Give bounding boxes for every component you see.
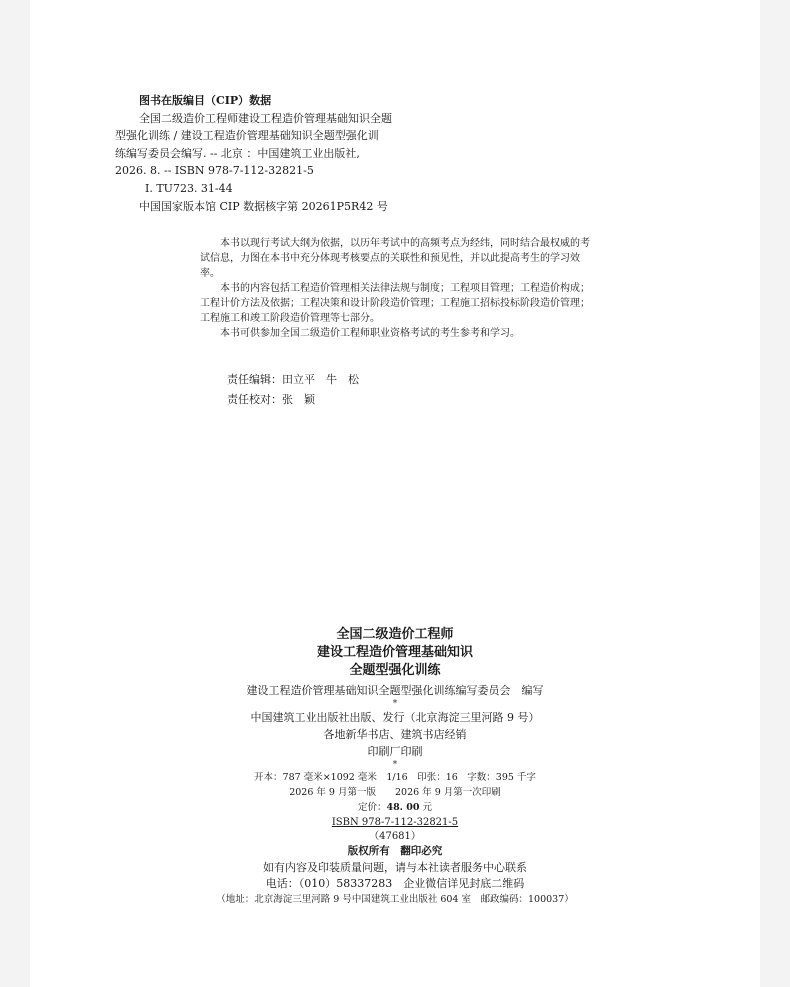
isbn-number: ISBN 978-7-112-32821-5 — [331, 817, 459, 828]
cip-line: 练编写委员会编写. -- 北京 ：中国建筑工业出版社, — [115, 146, 360, 160]
price-label: 定价： — [357, 802, 387, 813]
summary-paragraph: 本书可供参加全国二级造价工程师职业资格考试的考生参考和学习。 — [220, 328, 520, 339]
separator-star: * — [392, 760, 398, 770]
summary-paragraph: 本书以现行考试大纲为依据，以历年考试中的高频考点为经纬，同时结合最权威的考试信息，力图在本书中充分体现考核要点的关联性和预见性，并以此提高考生的学习效率。 — [200, 238, 590, 279]
cip-block — [115, 92, 392, 215]
cip-line: 中国国家版本馆 CIP 数据核字第 20261P5R42 号 — [139, 199, 388, 213]
book-title-line: 建设工程造价管理基础知识 — [316, 645, 473, 660]
cip-line: 型强化训练 / 建设工程造价管理基础知识全题型强化训 — [115, 129, 379, 143]
price-line — [140, 800, 650, 815]
cip-line: 2026. 8. -- ISBN 978-7-112-32821-5 — [115, 164, 314, 178]
book-summary — [200, 236, 592, 341]
book-title-line: 全国二级造价工程师 — [336, 627, 454, 642]
publisher-line: 中国建筑工业出版社出版、发行（北京海淀三里河路 9 号） — [250, 711, 540, 724]
printer-line: 印刷厂印刷 — [367, 745, 423, 758]
summary-paragraph: 本书的内容包括工程造价管理相关法律法规与制度；工程项目管理；工程造价构成；工程计价方法及依据；工程决策和设计阶段造价管理；工程施工招标投标阶段造价管理；工程施工和竣工阶段造价管理等七部分。 — [200, 283, 590, 324]
colophon — [140, 626, 650, 908]
book-code: （47681） — [369, 831, 421, 842]
responsible-proofreader: 责任校对：张 颖 — [227, 393, 315, 406]
book-title-line: 全题型强化训练 — [349, 663, 441, 678]
phone-line: 电话：（010）58337283 企业微信详见封底二维码 — [265, 877, 525, 890]
cip-line: Ⅰ. TU723. 31-44 — [145, 181, 233, 195]
price-unit: 元 — [419, 802, 433, 813]
page — [30, 0, 760, 987]
separator-star: * — [392, 699, 398, 709]
address-line: （地址：北京海淀三里河路 9 号中国建筑工业出版社 604 室 邮政编码：100037） — [216, 894, 574, 905]
book-author: 建设工程造价管理基础知识全题型强化训练编写委员会 编写 — [246, 684, 544, 697]
price-value: 48. 00 — [386, 802, 420, 813]
cip-heading: 图书在版编目（CIP）数据 — [139, 94, 272, 107]
edition-info: 2026 年 9 月第一版 2026 年 9 月第一次印刷 — [289, 787, 501, 798]
print-specs: 开本：787 毫米×1092 毫米 1/16 印张：16 字数：395 千字 — [254, 772, 536, 783]
contact-line: 如有内容及印装质量问题，请与本社读者服务中心联系 — [263, 861, 527, 874]
cip-line: 全国二级造价工程师建设工程造价管理基础知识全题 — [139, 111, 392, 125]
copyright-notice: 版权所有 翻印必究 — [347, 845, 443, 857]
responsible-editor: 责任编辑：田立平 牛 松 — [227, 373, 359, 386]
distributor-line: 各地新华书店、建筑书店经销 — [323, 728, 467, 741]
editor-credits — [227, 370, 359, 410]
